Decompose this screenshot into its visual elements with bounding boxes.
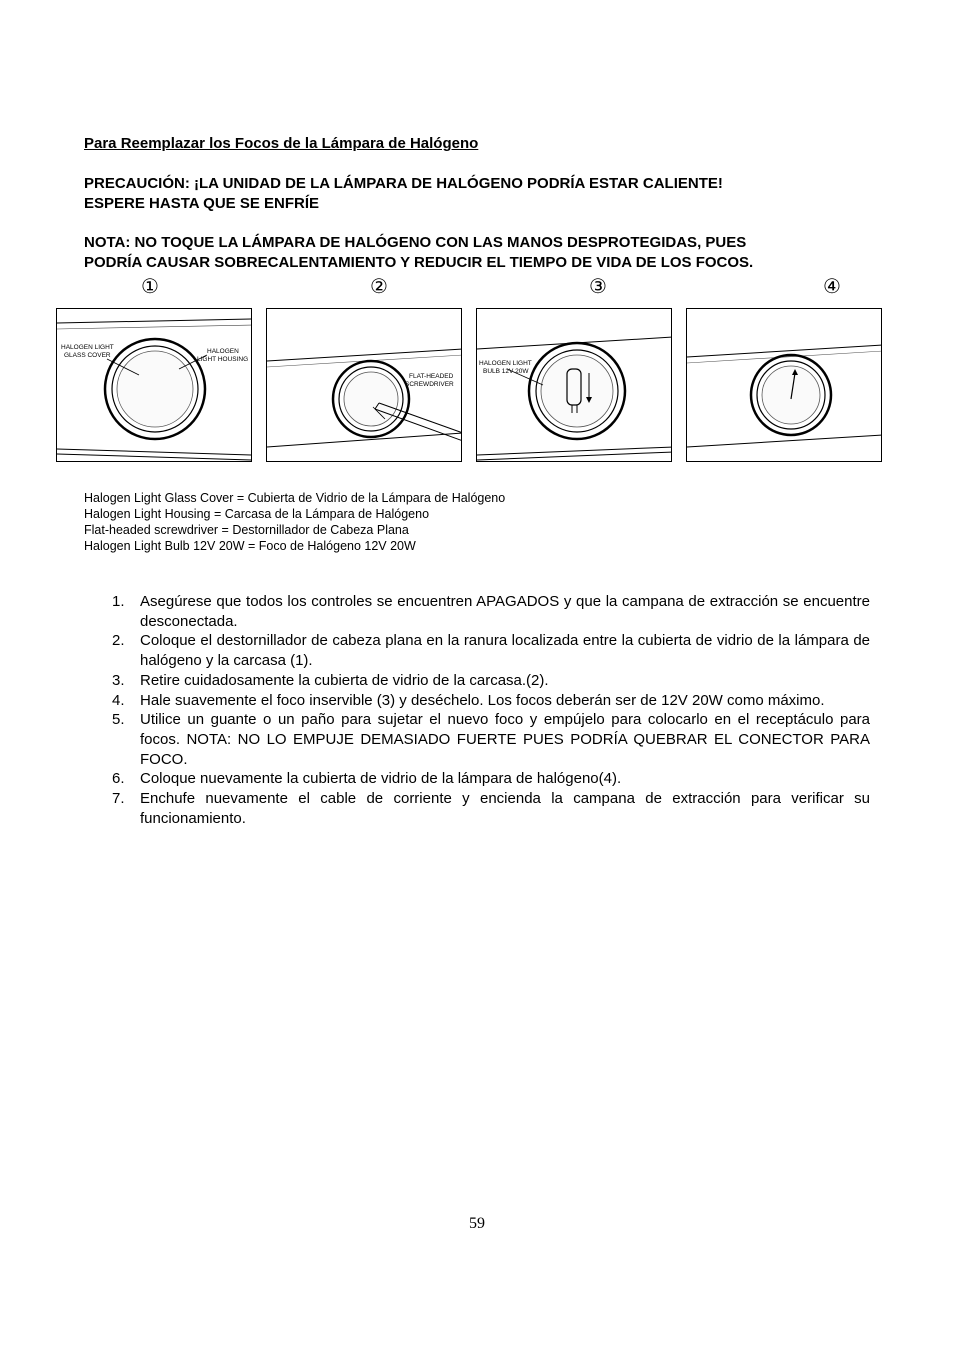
step-text: Hale suavemente el foco inservible (3) y deséchelo. Los focos deberán ser de 12V 20W como máximo. xyxy=(140,691,825,709)
step-item xyxy=(84,710,870,769)
step-item xyxy=(84,671,870,691)
fig2-label-screwdriver-2: SCREWDRIVER xyxy=(405,381,454,388)
step-number: 3. xyxy=(112,671,125,689)
step-text: Coloque el destornillador de cabeza plana en la ranura localizada entre la cubierta de vidrio de la lámpara de halógeno y la carcasa (1). xyxy=(140,632,870,670)
step-number: 1. xyxy=(112,593,125,610)
figure-number-3: ③ xyxy=(589,274,607,298)
figure-number-1: ① xyxy=(141,274,159,298)
figure-4-reinstall-cover xyxy=(686,308,882,462)
note-line-2: PODRÍA CAUSAR SOBRECALENTAMIENTO Y REDUCIR EL TIEMPO DE VIDA DE LOS FOCOS. xyxy=(84,253,754,271)
figure-number-4: ④ xyxy=(823,274,841,298)
fig2-label-screwdriver-1: FLAT-HEADED xyxy=(409,373,454,380)
step-text: Enchufe nuevamente el cable de corriente y encienda la campana de extracción para verificar su funcionamiento. xyxy=(140,790,870,827)
caution-text xyxy=(84,174,884,213)
step-number: 7. xyxy=(112,790,125,808)
legend-line-3: Flat-headed screwdriver = Destornillador de Cabeza Plana xyxy=(84,523,409,537)
caution-line-2: ESPERE HASTA QUE SE ENFRÍE xyxy=(84,194,320,212)
figure-number-2: ② xyxy=(370,274,388,298)
figure-1-glass-cover xyxy=(56,308,252,462)
figure-2-screwdriver xyxy=(266,308,462,462)
figure-3-bulb xyxy=(476,308,672,462)
translation-legend xyxy=(84,490,505,554)
legend-line-4: Halogen Light Bulb 12V 20W = Foco de Halógeno 12V 20W xyxy=(84,539,416,553)
note-line-1: NOTA: NO TOQUE LA LÁMPARA DE HALÓGENO CON LAS MANOS DESPROTEGIDAS, PUES xyxy=(84,234,747,251)
fig1-label-glass-cover-2: GLASS COVER xyxy=(64,352,111,359)
step-item xyxy=(84,769,870,789)
step-text: Asegúrese que todos los controles se encuentren APAGADOS y que la campana de extracción se encuentre desconectada. xyxy=(140,593,870,630)
step-item xyxy=(84,691,870,711)
step-text: Utilice un guante o un paño para sujetar el nuevo foco y empújelo para colocarlo en el receptáculo para focos. NOTA: NO LO EMPUJE DEMASIADO FUERTE PUES PODRÍA QUEBRAR EL CONECTOR PARA FOCO. xyxy=(140,711,870,768)
step-number: 4. xyxy=(112,691,125,709)
legend-line-1: Halogen Light Glass Cover = Cubierta de Vidrio de la Lámpara de Halógeno xyxy=(84,491,506,505)
instruction-steps xyxy=(84,592,870,828)
step-item xyxy=(84,631,870,670)
step-item xyxy=(84,592,870,631)
fig1-label-glass-cover-1: HALOGEN LIGHT xyxy=(61,344,114,351)
note-text xyxy=(84,233,884,272)
fig1-label-housing-1: HALOGEN xyxy=(207,348,239,355)
caution-line-1: PRECAUCIÓN: ¡LA UNIDAD DE LA LÁMPARA DE HALÓGENO PODRÍA ESTAR CALIENTE! xyxy=(84,175,723,192)
step-number: 2. xyxy=(112,632,125,650)
step-item xyxy=(84,789,870,828)
fig3-label-bulb-1: HALOGEN LIGHT xyxy=(479,360,532,367)
step-number: 6. xyxy=(112,770,125,788)
page-number: 59 xyxy=(469,1215,485,1232)
step-text: Coloque nuevamente la cubierta de vidrio de la lámpara de halógeno(4). xyxy=(140,770,622,788)
step-text: Retire cuidadosamente la cubierta de vidrio de la carcasa.(2). xyxy=(140,671,549,689)
fig3-label-bulb-2: BULB 12V 20W xyxy=(483,368,529,375)
step-number: 5. xyxy=(112,711,125,729)
fig1-label-housing-2: LIGHT HOUSING xyxy=(197,356,249,363)
legend-line-2: Halogen Light Housing = Carcasa de la Lámpara de Halógeno xyxy=(84,507,430,521)
section-heading: Para Reemplazar los Focos de la Lámpara de Halógeno xyxy=(84,135,479,152)
